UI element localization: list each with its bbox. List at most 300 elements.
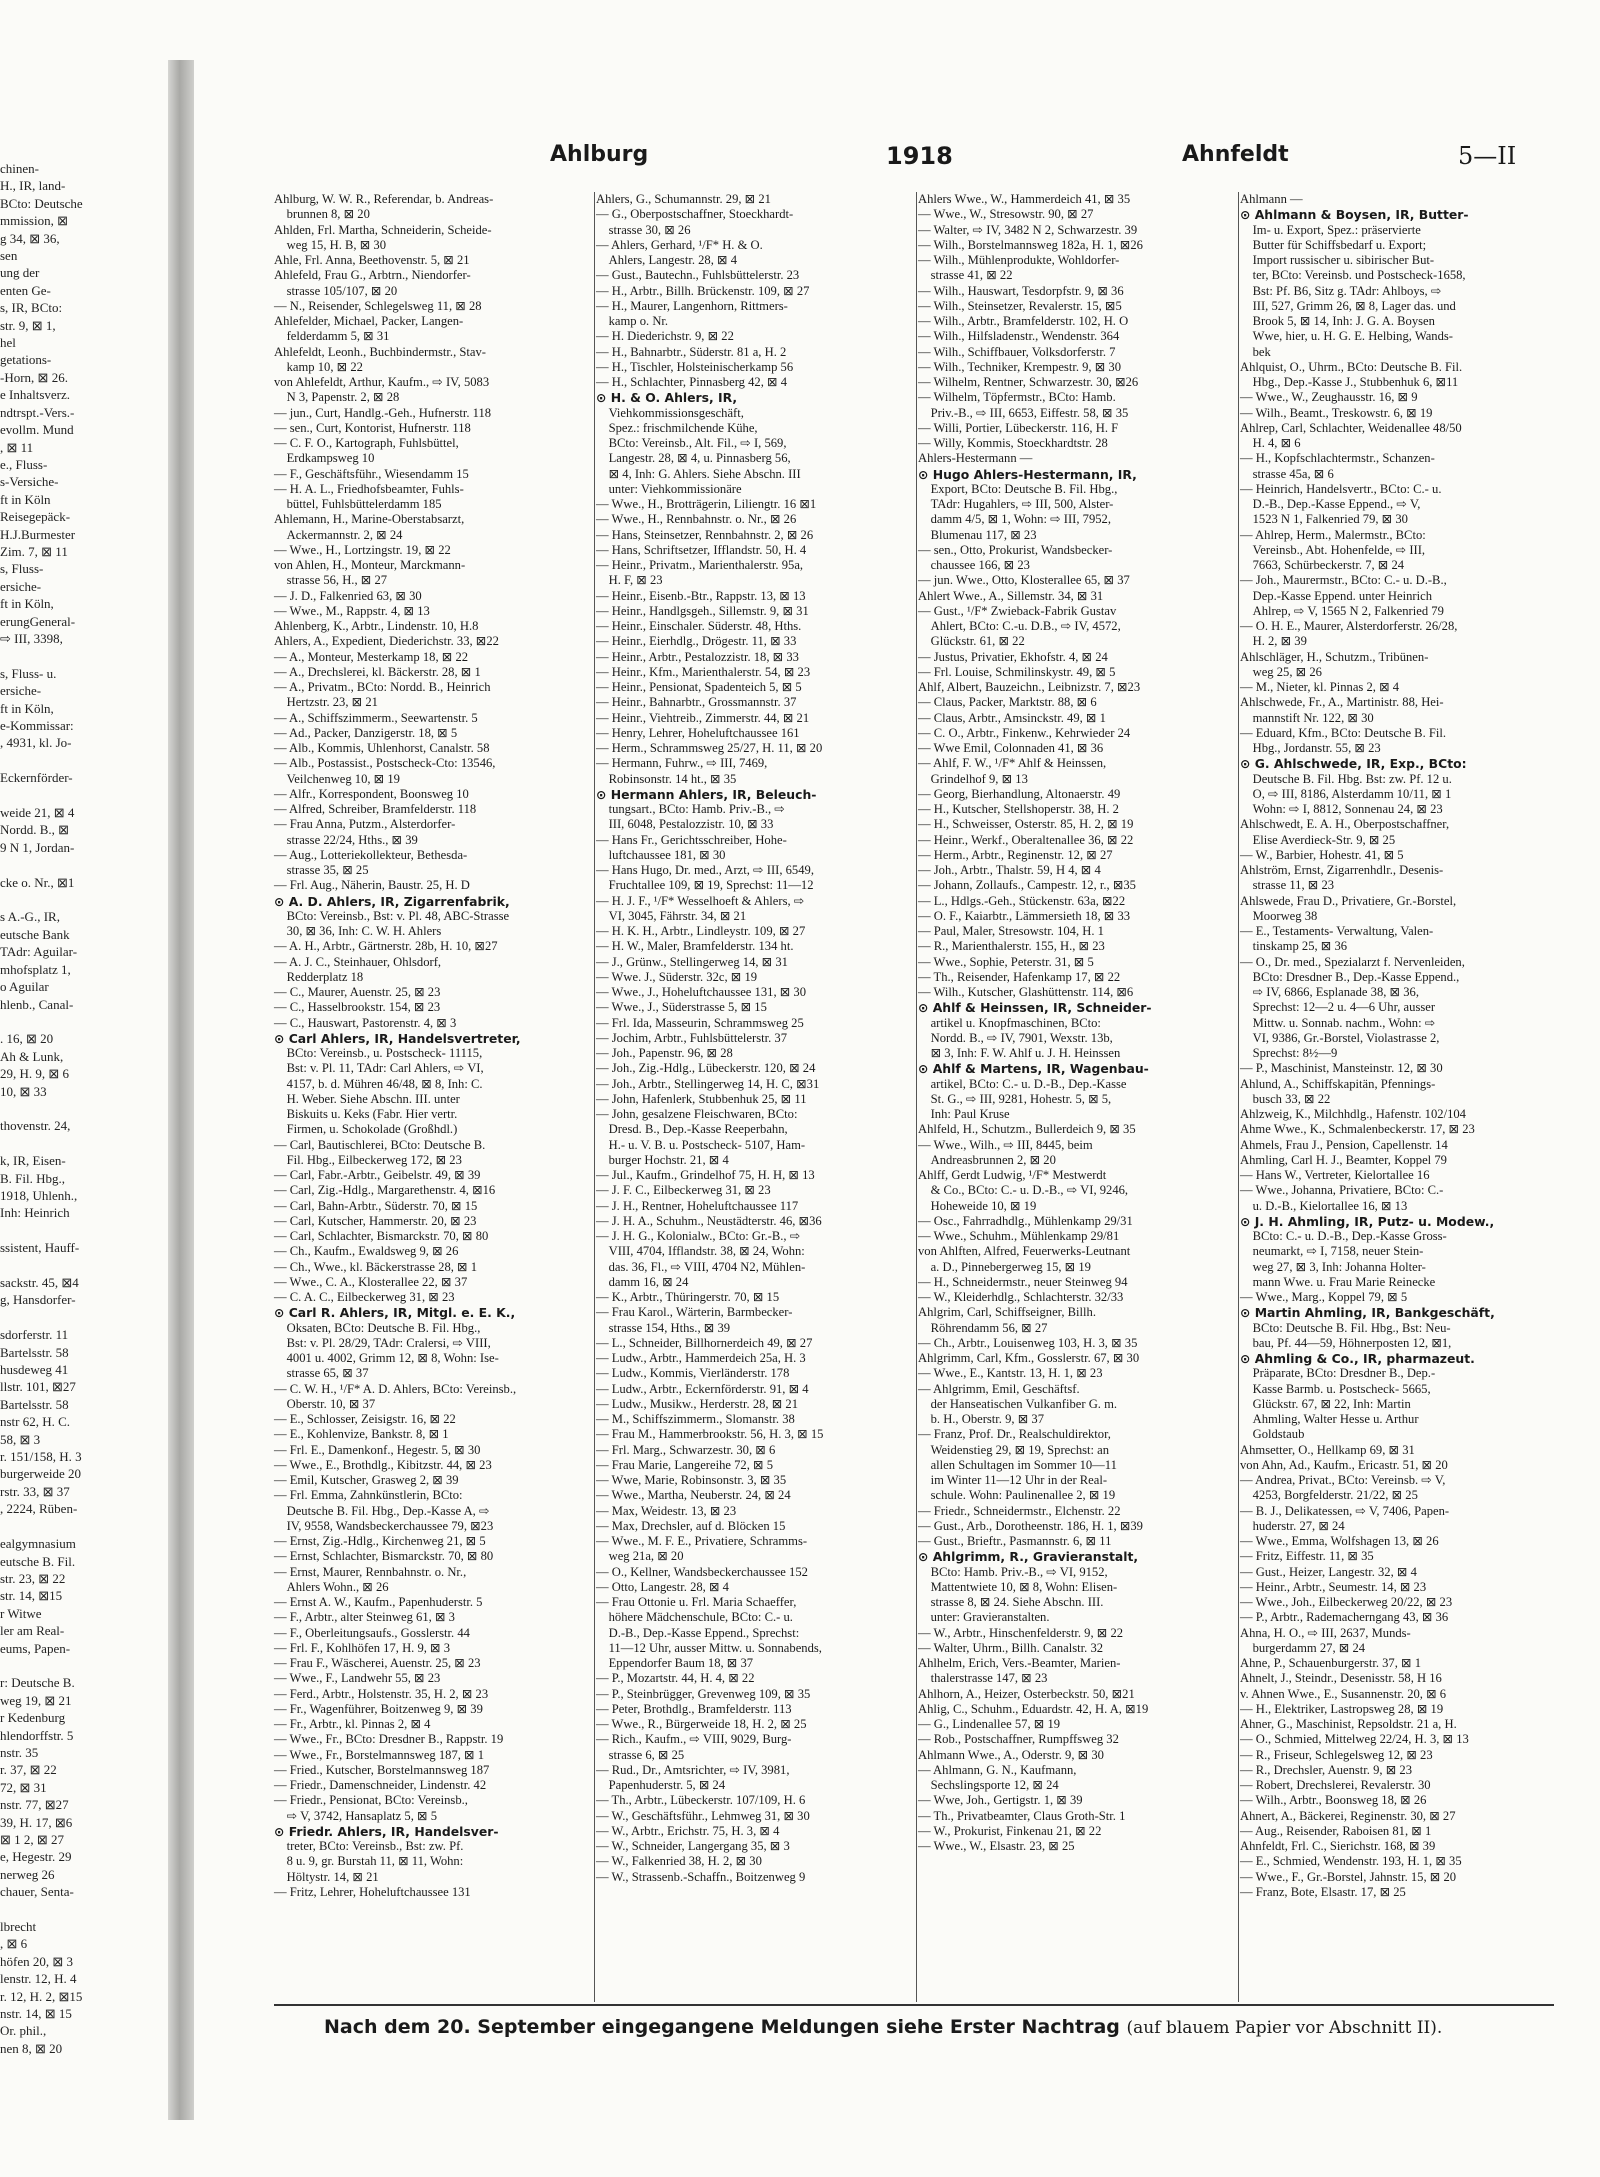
directory-entry-line: Ahlhorn, A., Heizer, Osterbeckstr. 50, ⊠21	[918, 1686, 1135, 1701]
directory-entry-line: — Gust., Heizer, Langestr. 32, ⊠ 4	[1240, 1564, 1417, 1579]
directory-entry-line: — H. Diederichstr. 9, ⊠ 22	[596, 329, 734, 344]
directory-entry-line: — E., Schlosser, Zeisigstr. 16, ⊠ 22	[274, 1412, 456, 1426]
directory-entry-line: Ahlig, C., Schuhm., Eduardstr. 42, H. A, ⊠19	[918, 1701, 1149, 1716]
directory-entry-line: busch 33, ⊠ 22	[1240, 1091, 1331, 1106]
directory-entry-line: Ahmling, Carl H. J., Beamter, Koppel 79	[1240, 1152, 1447, 1167]
directory-entry-line: — Ferd., Arbtr., Holstenstr. 35, H. 2, ⊠ 23	[274, 1686, 489, 1701]
directory-entry-line: & Co., BCto: C.- u. D.-B., ⇨ VI, 9246,	[918, 1183, 1129, 1198]
directory-entry-line: — Heinr., Arbtr., Pestalozzistr. 18, ⊠ 33	[596, 649, 799, 664]
directory-entry-line: — H. W., Maler, Bramfelderstr. 134 ht.	[596, 939, 794, 954]
directory-entry-line: — W., Arbtr., Hinschenfelderstr. 9, ⊠ 22	[918, 1625, 1124, 1640]
fragment-line	[0, 1657, 168, 1674]
directory-entry-line: Ahlgrim, Carl, Schiffseigner, Billh.	[918, 1305, 1097, 1320]
directory-entry-line: — Rob., Postschaffner, Rumpffsweg 32	[918, 1732, 1119, 1747]
directory-entry-line: — J., Grünw., Stellingerweg 14, ⊠ 31	[596, 954, 788, 969]
directory-entry-line: D.-B., Dep.-Kasse Eppend., ⇨ V,	[1240, 497, 1421, 511]
fragment-line: ndtrspt.-Vers.-	[0, 404, 75, 420]
directory-entry-line: Ahmsetter, O., Hellkamp 69, ⊠ 31	[1240, 1442, 1415, 1457]
directory-entry-line: — Paul, Maler, Stresowstr. 104, H. 1	[918, 924, 1104, 938]
directory-entry-line: — P., Mozartstr. 44, H. 4, ⊠ 22	[596, 1671, 755, 1686]
fragment-line: eutsche B. Fil.	[0, 1553, 76, 1569]
directory-entry-line: — Alb., Postassist., Postscheck-Cto: 13546,	[274, 756, 496, 771]
directory-entry-line: VI, 9386, Gr.-Borstel, Violastrasse 2,	[1240, 1030, 1440, 1045]
directory-entry-line: — F., Oberleitungsaufs., Gosslerstr. 44	[274, 1625, 470, 1640]
directory-entry-line: — H., Kopfschlachtermstr., Schanzen-	[1240, 451, 1435, 466]
fragment-line: chinen-	[0, 161, 39, 176]
directory-entry-line: — Wwe., M., Rappstr. 4, ⊠ 13	[274, 603, 430, 618]
directory-entry-line: Eppendorfer Baum 18, ⊠ 37	[596, 1656, 754, 1670]
directory-entry-line: — Wwe., F., Gr.-Borstel, Jahnstr. 15, ⊠ 20	[1240, 1869, 1457, 1884]
firm-entry-line: ⊙ Ahlmann & Boysen, IR, Butter-	[1240, 207, 1469, 223]
fragment-line: weg 19, ⊠ 21	[0, 1692, 72, 1708]
fragment-line: s-Versiche-	[0, 474, 59, 490]
directory-entry-line: — Emil, Kutscher, Grasweg 2, ⊠ 39	[274, 1473, 459, 1487]
directory-entry-line: — Wilh., Beamt., Treskowstr. 6, ⊠ 19	[1240, 405, 1433, 420]
fragment-line: getations-	[0, 352, 52, 368]
firm-entry-line: ⊙ A. D. Ahlers, IR, Zigarrenfabrik,	[274, 893, 510, 909]
directory-entry-line: — Heinr., Eisenb.-Btr., Rappstr. 13, ⊠ 13	[596, 588, 806, 603]
directory-entry-line: Sprechst: 12—2 u. 4—6 Uhr, ausser	[1240, 1000, 1436, 1015]
directory-entry-line: O, ⇨ III, 8186, Alsterdamm 10/11, ⊠ 1	[1240, 786, 1452, 801]
firm-entry-line: ⊙ H. & O. Ahlers, IR,	[596, 390, 738, 406]
directory-entry-line: Dresd. B., Dep.-Kasse Reeperbahn,	[596, 1122, 788, 1137]
directory-entry-line: Vereinsb., Abt. Hohenfelde, ⇨ III,	[1240, 542, 1426, 557]
directory-entry-line: strasse 45a, ⊠ 6	[1240, 466, 1334, 481]
fragment-line: -Horn, ⊠ 26.	[0, 369, 68, 385]
fragment-line: 29, H. 9, ⊠ 6	[0, 1066, 70, 1082]
directory-entry-line: — Fritz, Lehrer, Hoheluftchaussee 131	[274, 1884, 471, 1899]
directory-entry-line: — Hans Hugo, Dr. med., Arzt, ⇨ III, 6549,	[596, 863, 814, 877]
fragment-line: BCto: Deutsche	[0, 195, 83, 211]
fragment-line: str. 23, ⊠ 22	[0, 1570, 66, 1586]
directory-entry-line: — H., Elektriker, Lastropsweg 28, ⊠ 19	[1240, 1701, 1444, 1716]
directory-entry-line: Ahlswede, Frau D., Privatiere, Gr.-Borstel,	[1240, 893, 1457, 908]
directory-entry-line: — Heinr., Privatm., Marienthalerstr. 95a,	[596, 558, 804, 572]
directory-entry-line: H. Weber. Siehe Abschn. III. unter	[274, 1091, 460, 1106]
directory-entry-line: — Th., Privatbeamter, Claus Groth-Str. 1	[918, 1808, 1126, 1823]
directory-entry-line: Robinsonstr. 14 ht., ⊠ 35	[596, 771, 737, 786]
fragment-line	[0, 787, 168, 804]
fragment-line: , 2224, Rüben-	[0, 1501, 78, 1517]
directory-entry-line: — Wwe., Fr., Borstelmannsweg 187, ⊠ 1	[274, 1747, 485, 1762]
fragment-line: sen	[0, 248, 18, 264]
directory-entry-line: — E., Kohlenvize, Bankstr. 8, ⊠ 1	[274, 1427, 449, 1442]
directory-entry-line: Oberstr. 10, ⊠ 37	[274, 1396, 376, 1411]
directory-entry-line: — Frl. Emma, Zahnkünstlerin, BCto:	[274, 1488, 463, 1503]
directory-entry-line: — H., Schweisser, Osterstr. 85, H. 2, ⊠ 19	[918, 817, 1134, 832]
directory-entry-line: unter: Viehkommissionäre	[596, 481, 742, 496]
directory-entry-line: 1523 N 1, Falkenried 79, ⊠ 30	[1240, 512, 1408, 527]
directory-entry-line: Ahlemann, H., Marine-Oberstabsarzt,	[274, 512, 465, 527]
directory-entry-line: — Georg, Bierhandlung, Altonaerstr. 49	[918, 786, 1121, 801]
directory-entry-line: H.- u. V. B. u. Postscheck- 5107, Ham-	[596, 1137, 806, 1152]
fragment-line: weide 21, ⊠ 4	[0, 805, 75, 821]
directory-entry-line: — Joh., Maurermstr., BCto: C.- u. D.-B.,	[1240, 573, 1447, 588]
directory-entry-line: — Frl. F., Kohlhöfen 17, H. 9, ⊠ 3	[274, 1640, 451, 1655]
directory-entry-line: — C. A. C., Eilbeckerweg 31, ⊠ 23	[274, 1290, 455, 1304]
fragment-line: ⊠ 1 2, ⊠ 27	[0, 1832, 65, 1847]
fragment-line: lbrecht	[0, 1919, 37, 1935]
directory-entry-line: — Hans, Steinsetzer, Rennbahnstr. 2, ⊠ 26	[596, 527, 814, 542]
directory-entry-line: — H. K. H., Arbtr., Lindleystr. 109, ⊠ 27	[596, 924, 806, 938]
directory-entry-line: — Ad., Packer, Danzigerstr. 18, ⊠ 5	[274, 725, 458, 740]
directory-entry-line: — A., Privatm., BCto: Nordd. B., Heinrich	[274, 680, 491, 694]
directory-entry-line: BCto: Hamb. Priv.-B., ⇨ VI, 9152,	[918, 1564, 1108, 1579]
directory-entry-line: — H. J. F., ¹/F* Wesselhoeft & Ahlers, ⇨	[596, 893, 805, 908]
directory-entry-line: felderdamm 5, ⊠ 31	[274, 329, 390, 344]
directory-entry-line: weg 27, ⊠ 3, Inh: Johanna Holter-	[1240, 1259, 1426, 1274]
directory-entry-line: — Wwe., W., Zeughausstr. 16, ⊠ 9	[1240, 390, 1418, 405]
directory-entry-line: strasse 41, ⊠ 22	[918, 268, 1013, 283]
directory-entry-line: brunnen 8, ⊠ 20	[274, 207, 370, 222]
directory-entry-line: — Wilh., Schiffbauer, Volksdorferstr. 7	[918, 344, 1116, 359]
directory-entry-line: — Claus, Arbtr., Amsinckstr. 49, ⊠ 1	[918, 710, 1106, 725]
directory-entry-line: — Wilh., Arbtr., Boonsweg 18, ⊠ 26	[1240, 1793, 1427, 1808]
directory-entry-line: — Carl, Schlachter, Bismarckstr. 70, ⊠ 80	[274, 1229, 489, 1243]
directory-entry-line: Inh: Paul Kruse	[918, 1107, 1010, 1121]
footer-notice: Nach dem 20. September eingegangene Meldungen siehe Erster Nachtrag	[324, 2016, 1120, 2038]
directory-entry-line: — F., Geschäftsführ., Wiesendamm 15	[274, 466, 469, 481]
directory-entry-line: neumarkt, ⇨ I, 7158, neuer Stein-	[1240, 1244, 1424, 1259]
fragment-line: enten Ge-	[0, 282, 51, 298]
directory-entry-line: Fruchtallee 109, ⊠ 19, Sprechst: 11—12	[596, 878, 814, 893]
directory-entry-line: Ahlers, A., Expedient, Diederichstr. 33, ⊠22	[274, 634, 499, 649]
fragment-line: 39, H. 17, ⊠6	[0, 1814, 73, 1830]
directory-entry-line: Ahlenberg, K., Arbtr., Lindenstr. 10, H.8	[274, 619, 479, 633]
directory-entry-line: strasse 11, ⊠ 23	[1240, 878, 1335, 893]
directory-entry-line: huderstr. 27, ⊠ 24	[1240, 1518, 1345, 1533]
directory-entry-line: — Carl, Zig.-Hdlg., Margarethenstr. 4, ⊠16	[274, 1183, 496, 1198]
directory-entry-line: — Wwe., Fr., BCto: Dresdner B., Rappstr. 19	[274, 1732, 504, 1747]
directory-entry-line: — J. H. G., Kolonialw., BCto: Gr.-B., ⇨	[596, 1229, 801, 1243]
directory-entry-line: — Wilhelm, Töpfermstr., BCto: Hamb.	[918, 390, 1116, 405]
directory-entry-line: — Fr., Wagenführer, Boitzenweg 9, ⊠ 39	[274, 1701, 483, 1716]
directory-entry-line: 8 u. 9, gr. Burstah 11, ⊠ 11, Wohn:	[274, 1854, 464, 1869]
fragment-line: , ⊠ 11	[0, 439, 34, 455]
directory-page	[196, 60, 1556, 2120]
fragment-line: g, Hansdorfer-	[0, 1292, 76, 1308]
directory-entry-line: — Friedr., Schneidermstr., Elchenstr. 22	[918, 1503, 1121, 1518]
directory-entry-line: BCto: Vereinsb., Bst: v. Pl. 48, ABC-Strasse	[274, 908, 510, 923]
directory-entry-line: mann Wwe. u. Frau Marie Reinecke	[1240, 1274, 1436, 1289]
directory-entry-line: — Wilh., Steinsetzer, Revalerstr. 15, ⊠5	[918, 298, 1122, 313]
directory-entry-line: — Frl. Louise, Schmilinskystr. 49, ⊠ 5	[918, 664, 1116, 679]
directory-entry-line: Veilchenweg 10, ⊠ 19	[274, 771, 400, 786]
directory-entry-line: — W., Geschäftsführ., Lehmweg 31, ⊠ 30	[596, 1808, 810, 1823]
fragment-line: s, Fluss- u.	[0, 665, 57, 681]
directory-entry-line: — Wwe., C. A., Klosterallee 22, ⊠ 37	[274, 1274, 468, 1289]
directory-entry-line: — J. F. C., Eilbeckerweg 31, ⊠ 23	[596, 1183, 771, 1198]
directory-entry-line: kamp o. Nr.	[596, 314, 669, 328]
directory-entry-line: — sen., Curt, Kontorist, Hufnerstr. 118	[274, 420, 471, 435]
directory-entry-line: Oksaten, BCto: Deutsche B. Fil. Hbg.,	[274, 1320, 481, 1335]
directory-entry-line: — Ahlf, F. W., ¹/F* Ahlf & Heinssen,	[918, 756, 1107, 771]
fragment-line: e-Kommissar:	[0, 718, 74, 733]
fragment-line: H., IR, land-	[0, 178, 66, 194]
directory-entry-line: Dep.-Kasse Eppend. unter Heinrich	[1240, 588, 1432, 603]
directory-entry-line: — C. O., Arbtr., Finkenw., Kehrwieder 24	[918, 725, 1131, 740]
directory-entry-line: H. 2, ⊠ 39	[1240, 634, 1307, 649]
directory-entry-line: Moorweg 38	[1240, 908, 1318, 923]
fragment-line: Bartelsstr. 58	[0, 1344, 69, 1360]
directory-entry-line: Ahlert Wwe., A., Sillemstr. 34, ⊠ 31	[918, 588, 1104, 603]
directory-entry-line: — Andrea, Privat., BCto: Vereinsb. ⇨ V,	[1240, 1473, 1446, 1487]
fragment-line	[0, 1013, 168, 1030]
directory-entry-line: — Aug., Reisender, Raboisen 81, ⊠ 1	[1240, 1823, 1432, 1838]
directory-entry-line: — C., Hasselbrookstr. 154, ⊠ 23	[274, 1000, 441, 1015]
directory-entry-line: — Heinr., Viehtreib., Zimmerstr. 44, ⊠ 21	[596, 710, 810, 725]
directory-entry-line: — M., Nieter, kl. Pinnas 2, ⊠ 4	[1240, 680, 1400, 694]
directory-entry-line: Ahlmann Wwe., A., Oderstr. 9, ⊠ 30	[918, 1747, 1104, 1762]
directory-entry-line: von Ahlften, Alfred, Feuerwerks-Leutnant	[918, 1244, 1131, 1259]
firm-entry-line: ⊙ Carl Ahlers, IR, Handelsvertreter,	[274, 1030, 521, 1046]
directory-entry-line: — C. F. O., Kartograph, Fuhlsbüttel,	[274, 436, 459, 450]
directory-entry-line: Export, BCto: Deutsche B. Fil. Hbg.,	[918, 481, 1118, 496]
fragment-line: höfen 20, ⊠ 3	[0, 1953, 73, 1969]
directory-entry-line: Firmen, u. Schokolade (Großhdl.)	[274, 1122, 458, 1137]
directory-entry-line: — Wwe., Schuhm., Mühlenkamp 29/81	[918, 1229, 1120, 1243]
directory-entry-line: u. D.-B., Kielortallee 16, ⊠ 13	[1240, 1198, 1408, 1213]
fragment-line: r: Deutsche B.	[0, 1675, 75, 1691]
fragment-line: nstr. 35	[0, 1744, 39, 1760]
directory-entry-line: — Wwe., H., Rennbahnstr. o. Nr., ⊠ 26	[596, 512, 797, 527]
directory-entry-line: — J. H. A., Schuhm., Neustädterstr. 46, ⊠36	[596, 1213, 822, 1228]
directory-entry-line: v. Ahnen Wwe., E., Susannenstr. 20, ⊠ 6	[1240, 1686, 1447, 1701]
directory-entry-line: im Winter 11—12 Uhr in der Real-	[918, 1473, 1108, 1487]
directory-entry-line: — H., Schneidermstr., neuer Steinweg 94	[918, 1274, 1128, 1289]
fragment-line: sackstr. 45, ⊠4	[0, 1275, 79, 1290]
directory-entry-line: — Wwe., Wilh., ⇨ III, 8445, beim	[918, 1137, 1093, 1152]
directory-entry-line: treter, BCto: Vereinsb., Bst: zw. Pf.	[274, 1839, 464, 1853]
directory-entry-line: — Ernst, Zig.-Hdlg., Kirchenweg 21, ⊠ 5	[274, 1534, 486, 1548]
directory-entry-line: — A. J. C., Steinhauer, Ohlsdorf,	[274, 954, 442, 969]
directory-entry-line: — O., Dr. med., Spezialarzt f. Nervenleiden,	[1240, 954, 1465, 969]
firm-entry-line: ⊙ Ahlf & Heinssen, IR, Schneider-	[918, 1000, 1152, 1016]
directory-entry-line: büttel, Fuhlsbüttelerdamm 185	[274, 497, 442, 511]
directory-entry-line: Blumenau 117, ⊠ 23	[918, 527, 1037, 542]
directory-entry-line: Ahme Wwe., K., Schmalenbeckerstr. 17, ⊠ 23	[1240, 1122, 1475, 1137]
directory-entry-line: Ahnfeldt, Frl. C., Sierichstr. 168, ⊠ 39	[1240, 1839, 1436, 1853]
fragment-line: hel	[0, 335, 16, 351]
directory-entry-line: — Wwe., J., Hoheluftchaussee 131, ⊠ 30	[596, 985, 807, 999]
directory-entry-line: — Walter, ⇨ IV, 3482 N 2, Schwarzestr. 39	[918, 222, 1138, 237]
fragment-line: 72, ⊠ 31	[0, 1779, 47, 1795]
directory-entry-line: Ahlschwede, Fr., A., Martinistr. 88, Hei-	[1240, 695, 1444, 710]
fragment-line: nen 8, ⊠ 20	[0, 2040, 63, 2056]
directory-entry-line: Erdkampsweg 10	[274, 451, 375, 466]
fragment-line: e Inhaltsverz.	[0, 387, 71, 403]
directory-entry-line: — Wilh., Hauswart, Tesdorpfstr. 9, ⊠ 36	[918, 283, 1124, 298]
directory-entry-line: — Ahlers, Gerhard, ¹/F* H. & O.	[596, 237, 763, 252]
directory-entry-line: — Wwe., Joh., Eilbeckerweg 20/22, ⊠ 23	[1240, 1595, 1453, 1609]
fragment-line: Inh: Heinrich	[0, 1205, 70, 1221]
directory-entry-line: — O. F., Kaiarbtr., Lämmersieth 18, ⊠ 33	[918, 908, 1131, 923]
directory-entry-line: Redderplatz 18	[274, 969, 364, 984]
directory-entry-line: — Carl, Fabr.-Arbtr., Geibelstr. 49, ⊠ 39	[274, 1168, 481, 1182]
directory-entry-line: — Wwe. J., Süderstr. 32c, ⊠ 19	[596, 969, 758, 984]
fragment-line: g 34, ⊠ 36,	[0, 230, 60, 246]
fragment-line	[0, 1518, 168, 1535]
directory-entry-line: Ahlzweig, K., Milchhdlg., Hafenstr. 102/104	[1240, 1107, 1466, 1121]
directory-entry-line: Deutsche B. Fil. Hbg. Bst: zw. Pf. 12 u.	[1240, 771, 1452, 786]
directory-entry-line: Butter für Schiffsbedarf u. Export;	[1240, 237, 1427, 252]
directory-entry-line: Ahne, P., Schauenburgerstr. 37, ⊠ 1	[1240, 1656, 1422, 1670]
directory-entry-line: — A. H., Arbtr., Gärtnerstr. 28b, H. 10, ⊠27	[274, 939, 498, 954]
directory-entry-line: III, 527, Grimm 26, ⊠ 8, Lager das. und	[1240, 298, 1456, 313]
directory-entry-line: — Ernst A. W., Kaufm., Papenhuderstr. 5	[274, 1595, 483, 1609]
directory-entry-line: — K., Arbtr., Thüringerstr. 70, ⊠ 15	[596, 1290, 780, 1304]
directory-entry-line: Hoheweide 10, ⊠ 19	[918, 1198, 1037, 1213]
directory-entry-line: TAdr: Hugahlers, ⇨ III, 500, Alster-	[918, 497, 1114, 511]
directory-entry-line: — Wwe., Emma, Wolfshagen 13, ⊠ 26	[1240, 1534, 1439, 1548]
directory-entry-line: — Wwe., W., Stresowstr. 90, ⊠ 27	[918, 207, 1094, 222]
fragment-line: nstr. 14, ⊠ 15	[0, 2006, 72, 2022]
directory-entry-line: artikel u. Knopfmaschinen, BCto:	[918, 1015, 1101, 1030]
directory-entry-line: Wwe, hier, u. H. G. E. Helbing, Wands-	[1240, 329, 1453, 344]
fragment-line	[0, 1135, 168, 1152]
directory-entry-line: — Carl, Bahn-Arbtr., Süderstr. 70, ⊠ 15	[274, 1198, 478, 1213]
directory-entry-line: — Hans Fr., Gerichtsschreiber, Hohe-	[596, 832, 787, 847]
directory-entry-line: von Ahn, Ad., Kaufm., Ericastr. 51, ⊠ 20	[1240, 1457, 1448, 1472]
fragment-line: erungGeneral-	[0, 613, 76, 629]
directory-entry-line: Hertzstr. 23, ⊠ 21	[274, 695, 378, 710]
fragment-line: 10, ⊠ 33	[0, 1083, 47, 1099]
directory-entry-line: — Wilh., Techniker, Krempestr. 9, ⊠ 30	[918, 359, 1122, 374]
directory-entry-line: Glückstr. 67, ⊠ 22, Inh: Martin	[1240, 1396, 1411, 1411]
directory-entry-line: — Th., Reisender, Hafenkamp 17, ⊠ 22	[918, 969, 1121, 984]
fragment-line: ealgymnasium	[0, 1536, 76, 1552]
directory-entry-line: — N., Reisender, Schlegelsweg 11, ⊠ 28	[274, 298, 482, 313]
directory-entry-line: VIII, 4704, Ifflandstr. 38, ⊠ 24, Wohn:	[596, 1244, 805, 1259]
fragment-line: r. 37, ⊠ 22	[0, 1762, 57, 1778]
directory-entry-line: bek	[1240, 344, 1271, 359]
directory-entry-line: — Ch., Kaufm., Ewaldsweg 9, ⊠ 26	[274, 1244, 459, 1259]
fragment-line: nstr. 77, ⊠27	[0, 1797, 69, 1813]
directory-entry-line: BCto: Vereinsb., Alt. Fil., ⇨ I, 569,	[596, 436, 787, 450]
directory-entry-line: Ahlert, BCto: C.-u. D.B., ⇨ IV, 4572,	[918, 619, 1121, 633]
directory-entry-line: — Alfred, Schreiber, Bramfelderstr. 118	[274, 802, 477, 816]
directory-entry-line: — Carl, Bautischlerei, BCto: Deutsche B.	[274, 1137, 486, 1152]
directory-entry-line: — M., Schiffszimmerm., Slomanstr. 38	[596, 1412, 795, 1426]
fragment-line: hlendorffstr. 5	[0, 1727, 74, 1743]
directory-entry-line: — Ch., Arbtr., Louisenweg 103, H. 3, ⊠ 35	[918, 1335, 1138, 1350]
fragment-line	[0, 752, 168, 769]
directory-entry-line: — Wwe., H., Lortzingstr. 19, ⊠ 22	[274, 542, 451, 557]
directory-entry-line: Hbg., Jordanstr. 55, ⊠ 23	[1240, 741, 1381, 755]
fragment-line: llstr. 101, ⊠27	[0, 1379, 76, 1395]
directory-entry-line: — C., Hauswart, Pastorenstr. 4, ⊠ 3	[274, 1015, 457, 1030]
fragment-line: e, Hegestr. 29	[0, 1849, 72, 1865]
fragment-line	[0, 1901, 168, 1918]
directory-entry-line: — Fritz, Eiffestr. 11, ⊠ 35	[1240, 1549, 1374, 1564]
fragment-line: str. 14, ⊠15	[0, 1588, 63, 1604]
directory-entry-line: — Hermann, Fuhrw., ⇨ III, 7469,	[596, 756, 768, 771]
fragment-line	[0, 856, 168, 873]
directory-entry-line: chaussee 166, ⊠ 23	[918, 558, 1030, 572]
directory-entry-line: Ackermannstr. 2, ⊠ 24	[274, 527, 403, 542]
directory-entry-line: von Ahlen, H., Monteur, Marckmann-	[274, 558, 466, 572]
directory-entry-line: — Ernst, Schlachter, Bismarckstr. 70, ⊠ 80	[274, 1549, 494, 1564]
directory-entry-line: — Wilh., Kutscher, Glashüttenstr. 114, ⊠6	[918, 985, 1134, 999]
directory-entry-line: — W., Arbtr., Erichstr. 75, H. 3, ⊠ 4	[596, 1823, 780, 1838]
directory-entry-line: — Wilh., Mühlenprodukte, Wohldorfer-	[918, 253, 1120, 267]
directory-entry-line: — Herm., Arbtr., Reginenstr. 12, ⊠ 27	[918, 847, 1113, 862]
fragment-line: r Witwe	[0, 1605, 42, 1621]
directory-entry-line: — P., Arbtr., Rademacherngang 43, ⊠ 36	[1240, 1610, 1449, 1625]
directory-entry-line: III, 6048, Pestalozzistr. 10, ⊠ 33	[596, 817, 774, 832]
directory-entry-line: — E., Testaments- Verwaltung, Valen-	[1240, 924, 1434, 938]
fragment-line: 1918, Uhlenh.,	[0, 1187, 78, 1203]
directory-entry-line: Elise Averdieck-Str. 9, ⊠ 25	[1240, 832, 1396, 847]
directory-entry-line: — O., Kellner, Wandsbeckerchaussee 152	[596, 1564, 808, 1579]
directory-entry-line: — Ludw., Musikw., Herderstr. 28, ⊠ 21	[596, 1396, 799, 1411]
fragment-line: , 4931, kl. Jo-	[0, 735, 72, 751]
directory-entry-line: höhere Mädchenschule, BCto: C.- u.	[596, 1610, 793, 1625]
directory-entry-line: — Wwe, Joh., Gertigstr. 1, ⊠ 39	[918, 1793, 1083, 1808]
directory-entry-line: Ahlschwedt, E. A. H., Oberpostschaffner,	[1240, 817, 1450, 832]
directory-entry-line: — L., Schneider, Billhornerdeich 49, ⊠ 27	[596, 1335, 813, 1350]
directory-entry-line: Ahlf, Albert, Bauzeichn., Leibnizstr. 7, ⊠23	[918, 680, 1141, 694]
directory-entry-line: Deutsche B. Fil. Hbg., Dep.-Kasse A, ⇨	[274, 1503, 490, 1518]
directory-entry-line: — Wwe, Marie, Robinsonstr. 3, ⊠ 35	[596, 1473, 787, 1487]
directory-entry-line: — Wwe., Sophie, Peterstr. 31, ⊠ 5	[918, 954, 1094, 969]
directory-entry-line: — H., Maurer, Langenhorn, Rittmers-	[596, 298, 788, 313]
directory-entry-line: — E., Schmied, Wendenstr. 193, H. 1, ⊠ 35	[1240, 1854, 1462, 1869]
directory-entry-line: — Frau Karol., Wärterin, Barmbecker-	[596, 1305, 793, 1320]
directory-entry-line: — H., Arbtr., Billh. Brückenstr. 109, ⊠ 27	[596, 283, 810, 298]
directory-entry-line: — Ernst, Maurer, Rennbahnstr. o. Nr.,	[274, 1564, 467, 1579]
fragment-line: Nordd. B., ⊠	[0, 822, 70, 838]
directory-entry-line: — Walter, Uhrm., Billh. Canalstr. 32	[918, 1640, 1104, 1655]
directory-entry-line: — Frau M., Hammerbrookstr. 56, H. 3, ⊠ 15	[596, 1427, 824, 1442]
fragment-line: sdorferstr. 11	[0, 1327, 69, 1343]
directory-entry-line: Hbg., Dep.-Kasse J., Stubbenhuk 6, ⊠11	[1240, 375, 1459, 389]
fragment-line: thovenstr. 24,	[0, 1118, 71, 1134]
fragment-line: str. 9, ⊠ 1,	[0, 317, 56, 333]
directory-entry-line: — Wilh., Arbtr., Bramfelderstr. 102, H. O	[918, 314, 1129, 328]
directory-entry-line: — Frl. Marg., Schwarzestr. 30, ⊠ 6	[596, 1442, 776, 1457]
book-gutter	[168, 60, 194, 2120]
directory-entry-line: 7663, Schürbeckerstr. 7, ⊠ 24	[1240, 558, 1405, 572]
directory-entry-line: — Max, Weidestr. 13, ⊠ 23	[596, 1503, 737, 1518]
directory-entry-line: — W., Prokurist, Finkenau 21, ⊠ 22	[918, 1823, 1102, 1838]
directory-entry-line: — W., Falkenried 38, H. 2, ⊠ 30	[596, 1854, 762, 1869]
directory-entry-line: N 3, Papenstr. 2, ⊠ 28	[274, 390, 400, 405]
directory-entry-line: weg 15, H. B, ⊠ 30	[274, 237, 386, 252]
directory-entry-line: Ahlburg, W. W. R., Referendar, b. Andreas-	[274, 192, 494, 206]
fragment-line: ung der	[0, 265, 40, 281]
directory-entry-line: Ahlefeldt, Leonh., Buchbindermstr., Stav-	[274, 344, 486, 359]
fragment-line: , ⊠ 6	[0, 1936, 28, 1952]
fragment-line	[0, 1222, 168, 1239]
directory-entry-line: Bst: v. Pl. 28/29, TAdr: Cralersi, ⇨ VIII,	[274, 1335, 491, 1350]
directory-entry-line: strasse 6, ⊠ 25	[596, 1747, 685, 1762]
fragment-line: rstr. 33, ⊠ 37	[0, 1483, 70, 1499]
directory-entry-line: D.-B., Dep.-Kasse Eppend., Sprechst:	[596, 1625, 800, 1640]
fragment-line: Reisegepäck-	[0, 509, 71, 525]
directory-entry-line: — Hans, Schriftsetzer, Ifflandstr. 50, H. 4	[596, 542, 807, 557]
directory-entry-line: — Frau F., Wäscherei, Auenstr. 25, ⊠ 23	[274, 1656, 481, 1670]
directory-entry-line: — Frau Ottonie u. Frl. Maria Schaeffer,	[596, 1595, 797, 1609]
fragment-line: ler am Real-	[0, 1623, 65, 1639]
directory-entry-line: — R., Marienthalerstr. 155, H., ⊠ 23	[918, 939, 1105, 954]
directory-entry-line: BCto: Deutsche B. Fil. Hbg., Bst: Neu-	[1240, 1320, 1451, 1335]
directory-entry-line: — Wwe., H., Brotträgerin, Liliengtr. 16 ⊠1	[596, 497, 817, 511]
directory-entry-line: — R., Drechsler, Auenstr. 9, ⊠ 23	[1240, 1762, 1412, 1777]
directory-entry-line: — Justus, Privatier, Ekhofstr. 4, ⊠ 24	[918, 649, 1108, 664]
fragment-line: mmission, ⊠	[0, 213, 68, 229]
header-last-entry: Ahnfeldt	[1182, 142, 1289, 167]
